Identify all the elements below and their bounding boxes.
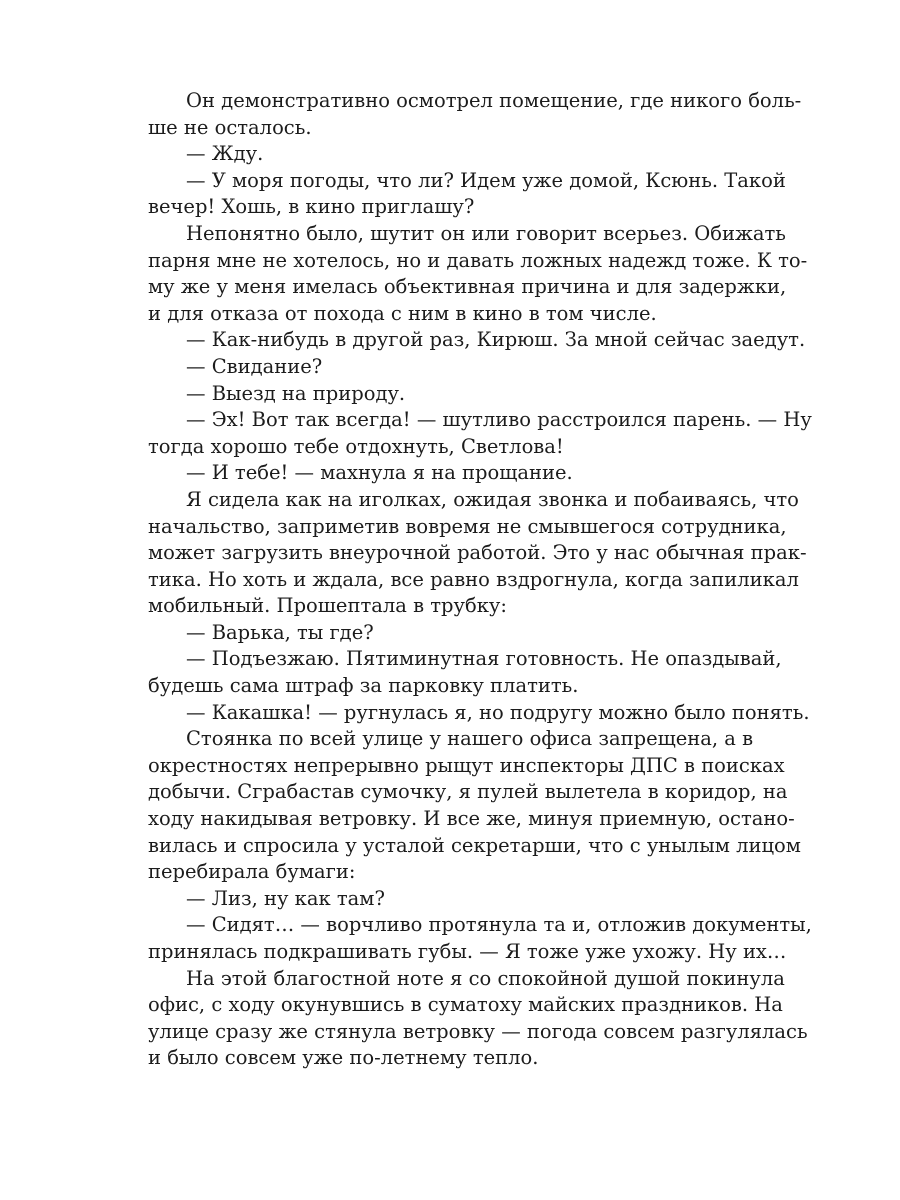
text-line: будешь сама штраф за парковку платить.: [148, 674, 579, 698]
text-line: — Лиз, ну как там?: [186, 886, 385, 910]
body-text: [148, 88, 812, 1072]
text-line: перебирала бумаги:: [148, 860, 356, 884]
text-line: — Как-нибудь в другой раз, Кирюш. За мной сейчас заедут.: [186, 328, 806, 352]
text-line: му же у меня имелась объективная причина и для задержки,: [148, 275, 787, 299]
text-line: — Сидят… — ворчливо протянула та и, отложив документы,: [186, 913, 812, 937]
text-line: принялась подкрашивать губы. — Я тоже уже ухожу. Ну их…: [148, 940, 787, 963]
text-line: Он демонстративно осмотрел помещение, где никого боль-: [186, 89, 802, 112]
text-line: вечер! Хошь, в кино приглашу?: [148, 195, 475, 219]
text-line: офис, с ходу окунувшись в суматоху майских праздников. На: [148, 993, 783, 1017]
text-line: вилась и спросила у усталой секретарши, что с унылым лицом: [148, 833, 801, 857]
text-line: Стоянка по всей улице у нашего офиса запрещена, а в: [186, 727, 754, 751]
text-line: тогда хорошо тебе отдохнуть, Светлова!: [148, 434, 564, 458]
text-line: — Выезд на природу.: [186, 381, 406, 405]
text-line: ше не осталось.: [148, 115, 312, 139]
text-line: мобильный. Прошептала в трубку:: [148, 594, 507, 618]
text-line: может загрузить внеурочной работой. Это у нас обычная прак-: [148, 541, 807, 565]
text-line: — Подъезжаю. Пятиминутная готовность. Не опаздывай,: [186, 647, 782, 671]
text-line: начальство, заприметив вовремя не смывшегося сотрудника,: [148, 514, 787, 538]
text-line: тика. Но хоть и ждала, все равно вздрогнула, когда запиликал: [148, 567, 799, 591]
text-line: окрестностях непрерывно рыщут инспекторы ДПС в поисках: [148, 753, 785, 777]
text-line: — У моря погоды, что ли? Идем уже домой, Ксюнь. Такой: [186, 168, 786, 192]
text-line: — Жду.: [186, 142, 264, 166]
text-line: улице сразу же стянула ветровку — погода совсем разгулялась: [148, 1019, 808, 1043]
text-line: — Эх! Вот так всегда! — шутливо расстроился парень. — Ну: [186, 408, 812, 432]
text-line: Я сидела как на иголках, ожидая звонка и побаиваясь, что: [186, 487, 799, 511]
text-line: и было совсем уже по-летнему тепло.: [148, 1046, 539, 1070]
text-line: — Свидание?: [186, 354, 323, 378]
text-line: добычи. Сграбастав сумочку, я пулей вылетела в коридор, на: [148, 780, 788, 804]
text-line: — Какашка! — ругнулась я, но подругу можно было понять.: [186, 700, 810, 724]
text-line: — Варька, ты где?: [186, 620, 374, 644]
text-line: Непонятно было, шутит он или говорит всерьез. Обижать: [186, 221, 786, 245]
text-line: На этой благостной ноте я со спокойной душой покинула: [186, 966, 785, 990]
text-line: ходу накидывая ветровку. И все же, минуя приемную, остано-: [148, 807, 795, 831]
text-line: парня мне не хотелось, но и давать ложных надежд тоже. К то-: [148, 248, 808, 272]
text-line: — И тебе! — махнула я на прощание.: [186, 461, 573, 485]
text-line: и для отказа от похода с ним в кино в том числе.: [148, 301, 657, 325]
